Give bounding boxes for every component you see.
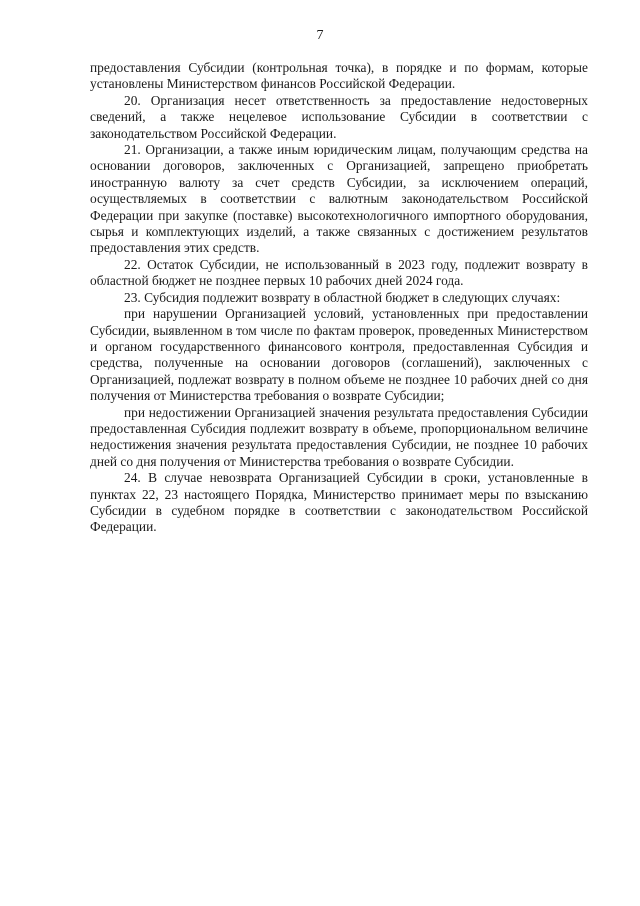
paragraph-continuation: предоставления Субсидии (контрольная точка), в порядке и по формам, которые установлены Министерством финансов Российской Федерации. <box>90 60 588 92</box>
paragraph-24: 24. В случае невозврата Организацией Субсидии в сроки, установленные в пунктах 22, 23 настоящего Порядка, Министерство принимает меры по взысканию Субсидии в судебном порядке в соответствии с законодательством Российской Федерации. <box>90 470 588 535</box>
document-body <box>90 60 588 536</box>
paragraph-21: 21. Организации, а также иным юридическим лицам, получающим средства на основании договоров, заключенных с Организацией, запрещено приобретать иностранную валюту за счет средств Субсидии, за исключением операций, осуществляемых в соответствии с валютным законодательством Российской Федерации при закупке (поставке) высокотехнологичного импортного оборудования, сырья и комплектующих изделий, а также связанных с достижением результатов предоставления этих средств. <box>90 142 588 256</box>
paragraph-20: 20. Организация несет ответственность за предоставление недостоверных сведений, а также нецелевое использование Субсидии в соответствии с законодательством Российской Федерации. <box>90 92 588 141</box>
paragraph-22: 22. Остаток Субсидии, не использованный в 2023 году, подлежит возврату в областной бюджет не позднее первых 10 рабочих дней 2024 года. <box>90 256 588 289</box>
page-number: 7 <box>316 28 324 43</box>
paragraph-23: 23. Субсидия подлежит возврату в областной бюджет в следующих случаях: <box>124 289 561 305</box>
paragraph-23-case-2: при недостижении Организацией значения результата предоставления Субсидии предоставленная Субсидия подлежит возврату в объеме, пропорциональном величине недостижения значения результата предоставления Субсидии, не позднее 10 рабочих дней со дня получения от Министерства требования о возврате Субсидии. <box>90 404 588 469</box>
paragraph-23-case-1: при нарушении Организацией условий, установленных при предоставлении Субсидии, выявленном в том числе по фактам проверок, проведенных Министерством и органом государственного финансового контроля, предоставленная Субсидия и средства, полученные на основании договоров (соглашений), заключенных с Организацией, подлежат возврату в полном объеме не позднее 10 рабочих дней со дня получения от Министерства требования о возврате Субсидии; <box>90 306 588 404</box>
